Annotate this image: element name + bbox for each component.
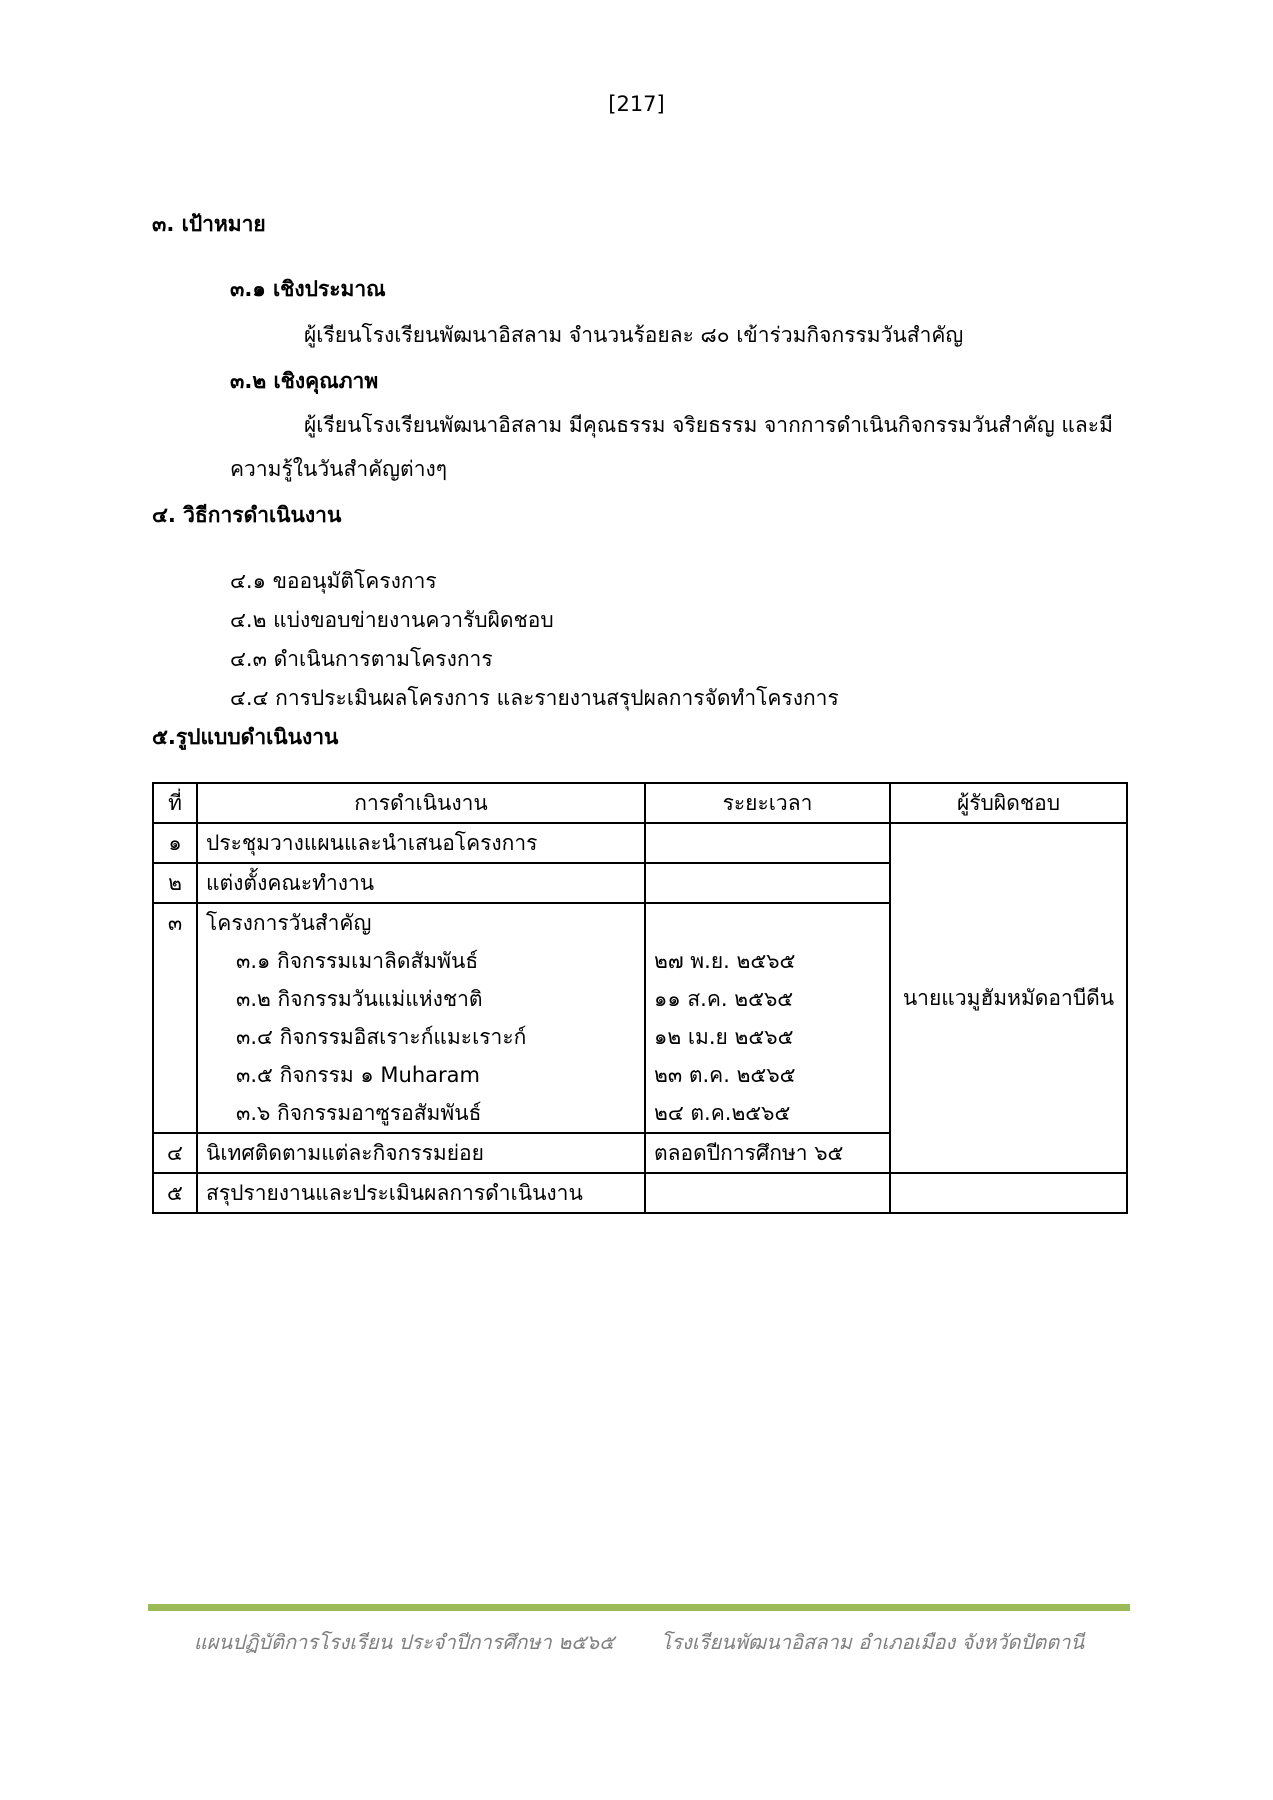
- section4-heading: ๔. วิธีการดำเนินงาน: [152, 503, 342, 527]
- cell-activity-group: [197, 903, 645, 1133]
- cell-no: ๕: [153, 1173, 197, 1213]
- cell-activity: นิเทศติดตามแต่ละกิจกรรมย่อย: [197, 1133, 645, 1173]
- cell-time: ตลอดปีการศึกษา ๖๕: [645, 1133, 890, 1173]
- row-number: ๓: [167, 911, 183, 935]
- cell-no: [153, 903, 197, 1133]
- footer-divider: [148, 1604, 1130, 1611]
- time-value: [654, 904, 881, 942]
- cell-activity: ประชุมวางแผนและนำเสนอโครงการ: [197, 823, 645, 863]
- section3-2-heading: ๓.๒ เชิงคุณภาพ: [230, 369, 379, 393]
- page-number: [217]: [608, 92, 665, 116]
- cell-responsible: นายแวมูฮัมหมัดอาบีดีน: [890, 823, 1127, 1173]
- section4-item: ๔.๒ แบ่งขอบข่ายงานควารับผิดชอบ: [230, 608, 554, 632]
- section4-item: ๔.๑ ขออนุมัติโครงการ: [230, 569, 437, 593]
- footer: [148, 1626, 1130, 1658]
- cell-activity: สรุปรายงานและประเมินผลการดำเนินงาน: [197, 1173, 645, 1213]
- activity-title: โครงการวันสำคัญ: [206, 911, 372, 935]
- header-time: ระยะเวลา: [645, 783, 890, 823]
- time-value: ๒๓ ต.ค. ๒๕๖๕: [654, 1063, 796, 1087]
- section3-heading: ๓. เป้าหมาย: [152, 212, 266, 236]
- cell-time: [645, 1173, 890, 1213]
- section4-item: ๔.๔ การประเมินผลโครงการ และรายงานสรุปผลการจัดทำโครงการ: [230, 686, 839, 710]
- cell-no: ๑: [153, 823, 197, 863]
- operation-plan-table: [152, 782, 1128, 1214]
- header-activity: การดำเนินงาน: [197, 783, 645, 823]
- section3-2-text-line2: ความรู้ในวันสำคัญต่างๆ: [230, 457, 448, 481]
- table-row: [153, 1173, 1127, 1213]
- section3-1-text: ผู้เรียนโรงเรียนพัฒนาอิสลาม จำนวนร้อยละ ๘๐ เข้าร่วมกิจกรรมวันสำคัญ: [304, 323, 964, 347]
- time-value: ๒๔ ต.ค.๒๕๖๕: [654, 1101, 791, 1125]
- cell-no: ๔: [153, 1133, 197, 1173]
- section3-1-heading: ๓.๑ เชิงประมาณ: [230, 277, 386, 301]
- table-row: [153, 823, 1127, 863]
- section3-2-text-line1: ผู้เรียนโรงเรียนพัฒนาอิสลาม มีคุณธรรม จริยธรรม จากการดำเนินกิจกรรมวันสำคัญ และมี: [304, 413, 1113, 437]
- cell-no: ๒: [153, 863, 197, 903]
- cell-time: [645, 823, 890, 863]
- cell-responsible-empty: [890, 1173, 1127, 1213]
- cell-activity: แต่งตั้งคณะทำงาน: [197, 863, 645, 903]
- sub-activity: ๓.๒ กิจกรรมวันแม่แห่งชาติ: [236, 987, 483, 1011]
- footer-left: แผนปฏิบัติการโรงเรียน ประจำปีการศึกษา ๒๕๖๕: [193, 1630, 615, 1654]
- sub-activity: ๓.๑ กิจกรรมเมาลิดสัมพันธ์: [236, 949, 479, 973]
- table-header-row: [153, 783, 1127, 823]
- section5-heading: ๕.รูปแบบดำเนินงาน: [152, 725, 339, 749]
- time-value: ๑๒ เม.ย ๒๕๖๕: [654, 1025, 794, 1049]
- time-value: ๑๑ ส.ค. ๒๕๖๕: [654, 987, 794, 1011]
- cell-time-group: [645, 903, 890, 1133]
- section4-item: ๔.๓ ดำเนินการตามโครงการ: [230, 647, 493, 671]
- cell-time: [645, 863, 890, 903]
- footer-right: โรงเรียนพัฒนาอิสลาม อำเภอเมือง จังหวัดปัตตานี: [660, 1630, 1085, 1654]
- sub-activity: ๓.๕ กิจกรรม ๑ Muharam: [236, 1063, 480, 1087]
- header-no: ที่: [153, 783, 197, 823]
- time-value: ๒๗ พ.ย. ๒๕๖๕: [654, 949, 796, 973]
- sub-activity: ๓.๔ กิจกรรมอิสเราะก์แมะเราะก์: [236, 1025, 527, 1049]
- sub-activity: ๓.๖ กิจกรรมอาซูรอสัมพันธ์: [236, 1101, 482, 1125]
- header-responsible: ผู้รับผิดชอบ: [890, 783, 1127, 823]
